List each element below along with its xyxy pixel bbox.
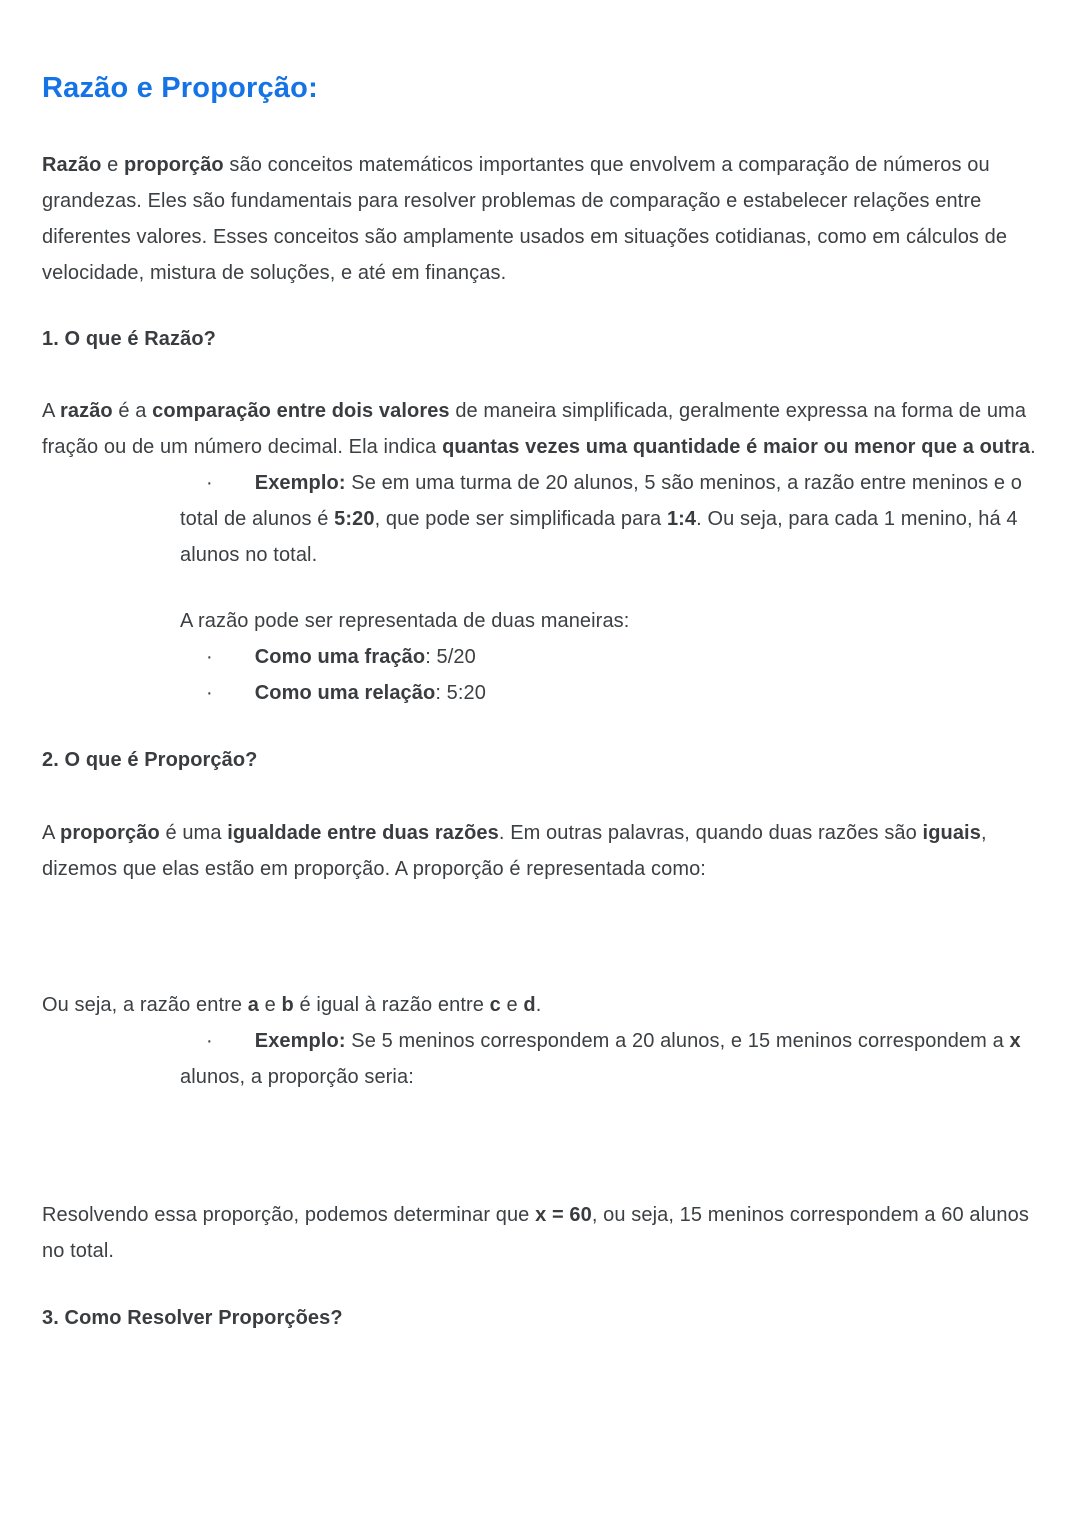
proportion-example-bullet bbox=[180, 1023, 1036, 1095]
section-heading-what-is-ratio: 1. O que é Razão? bbox=[42, 328, 216, 350]
bullet-icon: · bbox=[206, 682, 213, 704]
ratio-example-text: Exemplo: Se em uma turma de 20 alunos, 5 são meninos, a razão entre meninos e o total de alunos é 5:20, que pode ser simplificada para 1:4. Ou seja, para cada 1 menino, há 4 alunos no total. bbox=[180, 472, 1022, 566]
proportion-example-text: Exemplo: Se 5 meninos correspondem a 20 alunos, e 15 meninos correspondem a x alunos, a proporção seria: bbox=[180, 1030, 1021, 1088]
ratio-definition-paragraph: A razão é a comparação entre dois valores de maneira simplificada, geralmente expressa na forma de uma fração ou de um número decimal. Ela indica quantas vezes uma quantidade é maior ou menor que a outra. bbox=[42, 400, 1036, 458]
bullet-icon: · bbox=[206, 472, 213, 494]
section-heading-what-is-proportion: 2. O que é Proporção? bbox=[42, 749, 258, 771]
representation-fraction-bullet bbox=[180, 639, 1036, 675]
ratio-example-bullet bbox=[180, 465, 1036, 573]
ratio-representation-note: A razão pode ser representada de duas maneiras: bbox=[180, 610, 630, 632]
bullet-icon: · bbox=[206, 646, 213, 668]
section-heading-how-to-solve: 3. Como Resolver Proporções? bbox=[42, 1307, 343, 1329]
representation-relation-text: Como uma relação: 5:20 bbox=[254, 682, 486, 704]
page-title: Razão e Proporção: bbox=[42, 72, 318, 104]
representation-relation-bullet bbox=[180, 675, 1036, 711]
proportion-definition-paragraph: A proporção é uma igualdade entre duas razões. Em outras palavras, quando duas razões são iguais, dizemos que elas estão em proporção. A proporção é representada como: bbox=[42, 822, 987, 880]
proportion-meaning-paragraph: Ou seja, a razão entre a e b é igual à razão entre c e d. bbox=[42, 994, 542, 1016]
example-formula-placeholder bbox=[42, 1095, 1036, 1197]
bullet-icon: · bbox=[206, 1030, 213, 1052]
proportion-result-paragraph: Resolvendo essa proporção, podemos determinar que x = 60, ou seja, 15 meninos correspondem a 60 alunos no total. bbox=[42, 1204, 1029, 1262]
representation-fraction-text: Como uma fração: 5/20 bbox=[254, 646, 476, 668]
proportion-formula-placeholder bbox=[42, 887, 1036, 987]
intro-paragraph: Razão e proporção são conceitos matemáticos importantes que envolvem a comparação de números ou grandezas. Eles são fundamentais para resolver problemas de comparação e estabelecer relações entre diferentes valores. Esses conceitos são amplamente usados em situações cotidianas, como em cálculos de velocidade, mistura de soluções, e até em finanças. bbox=[42, 154, 1008, 284]
